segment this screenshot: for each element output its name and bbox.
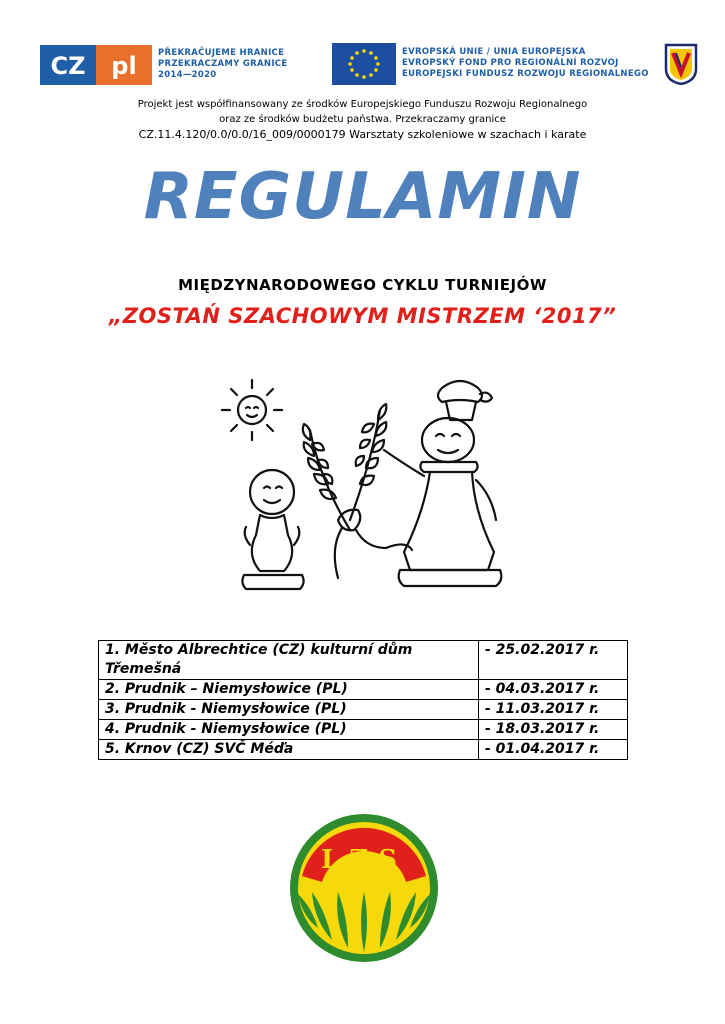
czpl-line-2: PRZEKRACZAMY GRANICE [158,59,288,69]
schedule-place: 4. Prudnik - Niemysłowice (PL) [99,720,479,740]
sun-icon [222,380,282,440]
cofinancing-line-1: Projekt jest współfinansowany ze środków Europejskiego Funduszu Rozwoju Regionalnego [137,99,588,110]
schedule-place: 3. Prudnik - Niemysłowice (PL) [99,700,479,720]
document-title: REGULAMIN [143,160,582,234]
eu-line-2: EVROPSKÝ FOND PRO REGIONÁLNÍ ROZVOJ [402,58,619,68]
table-row [99,740,628,760]
czpl-line-3: 2014—2020 [158,70,217,80]
svg-text:pl: pl [111,52,137,80]
schedule-place: 1. Město Albrechtice (CZ) kulturní dům Třemešná [99,641,479,680]
czpl-logo [40,45,152,85]
document-subtitle: MIĘDZYNARODOWEGO CYKLU TURNIEJÓW [178,276,547,294]
eu-line-3: EUROPEJSKI FUNDUSZ ROZWOJU REGIONALNEGO [402,69,649,79]
schedule-place: 2. Prudnik – Niemysłowice (PL) [99,680,479,700]
eu-line-1: EVROPSKÁ UNIE / UNIA EUROPEJSKA [402,47,586,57]
chess-pieces-illustration [210,370,530,610]
logo-row [40,40,700,90]
czpl-tagline [158,48,287,81]
regional-emblem-icon [664,43,698,85]
tournament-name: „ZOSTAŃ SZACHOWYM MISTRZEM ‘2017” [108,304,617,328]
lzs-logo [288,812,440,964]
lzs-logo-text: LZS [320,845,408,875]
pawn-figure [242,470,303,589]
schedule-place: 5. Krnov (CZ) SVČ Méďa [99,740,479,760]
project-id-line: CZ.11.4.120/0.0/0.0/16_009/0000179 Warsztaty szkoleniowe w szachach i karate [138,128,587,141]
table-row [99,720,628,740]
svg-text:CZ: CZ [50,52,86,80]
cofinancing-line-2: oraz ze środków budżetu państwa. Przekraczamy granice [219,114,506,125]
laurel-wreath-icon [303,404,412,578]
czpl-line-1: PŘEKRAČUJEME HRANICE [158,48,285,58]
table-row [99,700,628,720]
schedule-date: - 04.03.2017 r. [479,680,628,700]
schedule-date: - 25.02.2017 r. [479,641,628,680]
queen-figure [384,381,501,586]
table-row [99,680,628,700]
schedule-date: - 18.03.2017 r. [479,720,628,740]
table-row [99,641,628,680]
tournament-schedule-table [98,640,628,760]
eu-flag-icon [332,43,396,85]
cofinancing-note [0,97,725,142]
eu-tagline [402,47,649,80]
schedule-date: - 11.03.2017 r. [479,700,628,720]
schedule-date: - 01.04.2017 r. [479,740,628,760]
